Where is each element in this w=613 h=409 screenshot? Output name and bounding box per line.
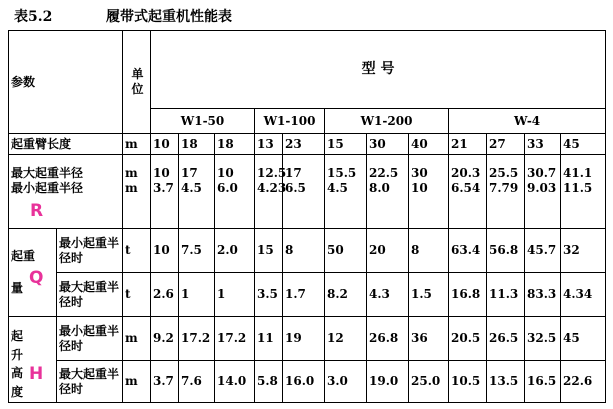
height-max-value: 16.0 (283, 361, 325, 403)
height-min-value: 17.2 (215, 317, 255, 361)
height-min-value: 26.8 (367, 317, 409, 361)
table-row-height-max (9, 361, 606, 403)
boom-value: 13 (255, 134, 283, 155)
radius-unit (123, 155, 151, 229)
table-title: 履带式起重机性能表 (106, 9, 232, 25)
radius-max-unit: m (125, 165, 138, 180)
boom-value: 40 (409, 134, 449, 155)
radius-max-label: 最大起重半径 (11, 165, 84, 180)
radius-cell (283, 155, 325, 229)
radius-min-label: 最小起重半径 (11, 180, 84, 195)
capacity-marker: Q (29, 268, 44, 288)
table-row-height-min (9, 317, 606, 361)
capacity-min-value: 10 (151, 229, 179, 273)
radius-cell (325, 155, 367, 229)
capacity-max-value: 4.3 (367, 273, 409, 317)
height-unit-min: m (123, 317, 151, 361)
radius-min-value: 6.5 (285, 180, 306, 195)
capacity-min-value: 45.7 (525, 229, 561, 273)
radius-cell (487, 155, 525, 229)
height-max-value: 16.5 (525, 361, 561, 403)
radius-min-value: 8.0 (369, 180, 390, 195)
capacity-min-value: 15 (255, 229, 283, 273)
param-header: 参数 (9, 31, 123, 134)
capacity-max-value: 11.3 (487, 273, 525, 317)
model-header: 型 号 (151, 31, 606, 109)
radius-max-value: 30.7 (527, 165, 557, 180)
capacity-max-value: 1 (179, 273, 215, 317)
radius-min-value: 4.5 (181, 180, 202, 195)
radius-cell (367, 155, 409, 229)
radius-cell (525, 155, 561, 229)
radius-min-value: 6.0 (217, 180, 238, 195)
radius-cell (215, 155, 255, 229)
boom-value: 23 (283, 134, 325, 155)
height-max-value: 10.5 (449, 361, 487, 403)
model-w1-50: W1-50 (151, 109, 255, 134)
capacity-sub-min: 最小起重半径时 (57, 229, 123, 273)
radius-cell (449, 155, 487, 229)
radius-cell (255, 155, 287, 229)
table-row-capacity-max (9, 273, 606, 317)
height-min-value: 20.5 (449, 317, 487, 361)
crane-performance-table (8, 30, 606, 403)
boom-value: 45 (561, 134, 606, 155)
height-min-value: 36 (409, 317, 449, 361)
capacity-max-value: 2.6 (151, 273, 179, 317)
radius-label (9, 155, 123, 229)
height-max-value: 13.5 (487, 361, 525, 403)
radius-max-value: 17 (181, 165, 198, 180)
capacity-min-value: 56.8 (487, 229, 525, 273)
boom-value: 18 (215, 134, 255, 155)
radius-max-value: 15.5 (327, 165, 357, 180)
capacity-unit-min: t (123, 229, 151, 273)
model-w1-100: W1-100 (255, 109, 325, 134)
height-max-value: 14.0 (215, 361, 255, 403)
boom-value: 15 (325, 134, 367, 155)
capacity-max-value: 3.5 (255, 273, 283, 317)
radius-min-value: 7.79 (489, 180, 519, 195)
capacity-max-value: 8.2 (325, 273, 367, 317)
radius-min-unit: m (125, 180, 138, 195)
model-w1-200: W1-200 (325, 109, 449, 134)
capacity-min-value: 7.5 (179, 229, 215, 273)
capacity-min-value: 63.4 (449, 229, 487, 273)
height-max-value: 7.6 (179, 361, 215, 403)
boom-value: 33 (525, 134, 561, 155)
height-max-value: 25.0 (409, 361, 449, 403)
height-max-value: 5.8 (255, 361, 283, 403)
capacity-min-value: 50 (325, 229, 367, 273)
height-min-value: 12 (325, 317, 367, 361)
height-marker: H (29, 364, 44, 384)
height-max-value: 3.7 (151, 361, 179, 403)
table-row-capacity-min (9, 229, 606, 273)
capacity-min-value: 8 (283, 229, 325, 273)
boom-unit: m (123, 134, 151, 155)
radius-min-value: 4.5 (327, 180, 348, 195)
capacity-label: 起重量 (9, 229, 57, 317)
model-w-4: W-4 (449, 109, 606, 134)
radius-max-value: 17 (285, 165, 302, 180)
height-min-value: 32.5 (525, 317, 561, 361)
height-min-value: 19 (283, 317, 325, 361)
capacity-min-value: 2.0 (215, 229, 255, 273)
table-caption (14, 6, 232, 26)
boom-value: 18 (179, 134, 215, 155)
radius-max-value: 22.5 (369, 165, 399, 180)
unit-header (123, 31, 151, 134)
height-min-value: 45 (561, 317, 606, 361)
radius-cell (561, 155, 606, 229)
radius-cell (151, 155, 179, 229)
height-sub-max: 最大起重半径时 (57, 361, 123, 403)
capacity-sub-max: 最大起重半径时 (57, 273, 123, 317)
radius-max-value: 20.3 (451, 165, 481, 180)
radius-cell (179, 155, 215, 229)
capacity-max-value: 4.34 (561, 273, 606, 317)
radius-max-value: 30 (411, 165, 428, 180)
height-min-value: 9.2 (151, 317, 179, 361)
boom-value: 27 (487, 134, 525, 155)
radius-max-value: 12.5 (257, 165, 287, 180)
radius-marker: R (30, 201, 44, 221)
unit-header-text: 单位 (131, 67, 144, 96)
height-unit-max: m (123, 361, 151, 403)
capacity-max-value: 1.5 (409, 273, 449, 317)
table-row-boom (9, 134, 606, 155)
height-max-value: 22.6 (561, 361, 606, 403)
height-sub-min: 最小起重半径时 (57, 317, 123, 361)
radius-max-value: 10 (153, 165, 170, 180)
capacity-unit-max: t (123, 273, 151, 317)
height-label: 起升高度 (9, 317, 57, 403)
height-min-value: 17.2 (179, 317, 215, 361)
radius-min-value: 4.23 (257, 180, 287, 195)
capacity-max-value: 1.7 (283, 273, 325, 317)
height-min-value: 26.5 (487, 317, 525, 361)
height-max-value: 3.0 (325, 361, 367, 403)
radius-cell (409, 155, 449, 229)
boom-value: 10 (151, 134, 179, 155)
capacity-min-value: 20 (367, 229, 409, 273)
capacity-min-value: 32 (561, 229, 606, 273)
capacity-max-value: 83.3 (525, 273, 561, 317)
boom-value: 21 (449, 134, 487, 155)
table-number: 表5.2 (14, 9, 53, 25)
boom-label: 起重臂长度 (9, 134, 123, 155)
radius-max-value: 10 (217, 165, 234, 180)
radius-max-value: 25.5 (489, 165, 519, 180)
boom-value: 30 (367, 134, 409, 155)
capacity-min-value: 8 (409, 229, 449, 273)
radius-min-value: 10 (411, 180, 428, 195)
radius-min-value: 3.7 (153, 180, 174, 195)
capacity-max-value: 1 (215, 273, 255, 317)
radius-min-value: 6.54 (451, 180, 481, 195)
radius-max-value: 41.1 (563, 165, 593, 180)
radius-min-value: 9.03 (527, 180, 557, 195)
height-max-value: 19.0 (367, 361, 409, 403)
table-row-radius (9, 155, 606, 229)
height-min-value: 11 (255, 317, 283, 361)
radius-min-value: 11.5 (563, 180, 593, 195)
capacity-max-value: 16.8 (449, 273, 487, 317)
